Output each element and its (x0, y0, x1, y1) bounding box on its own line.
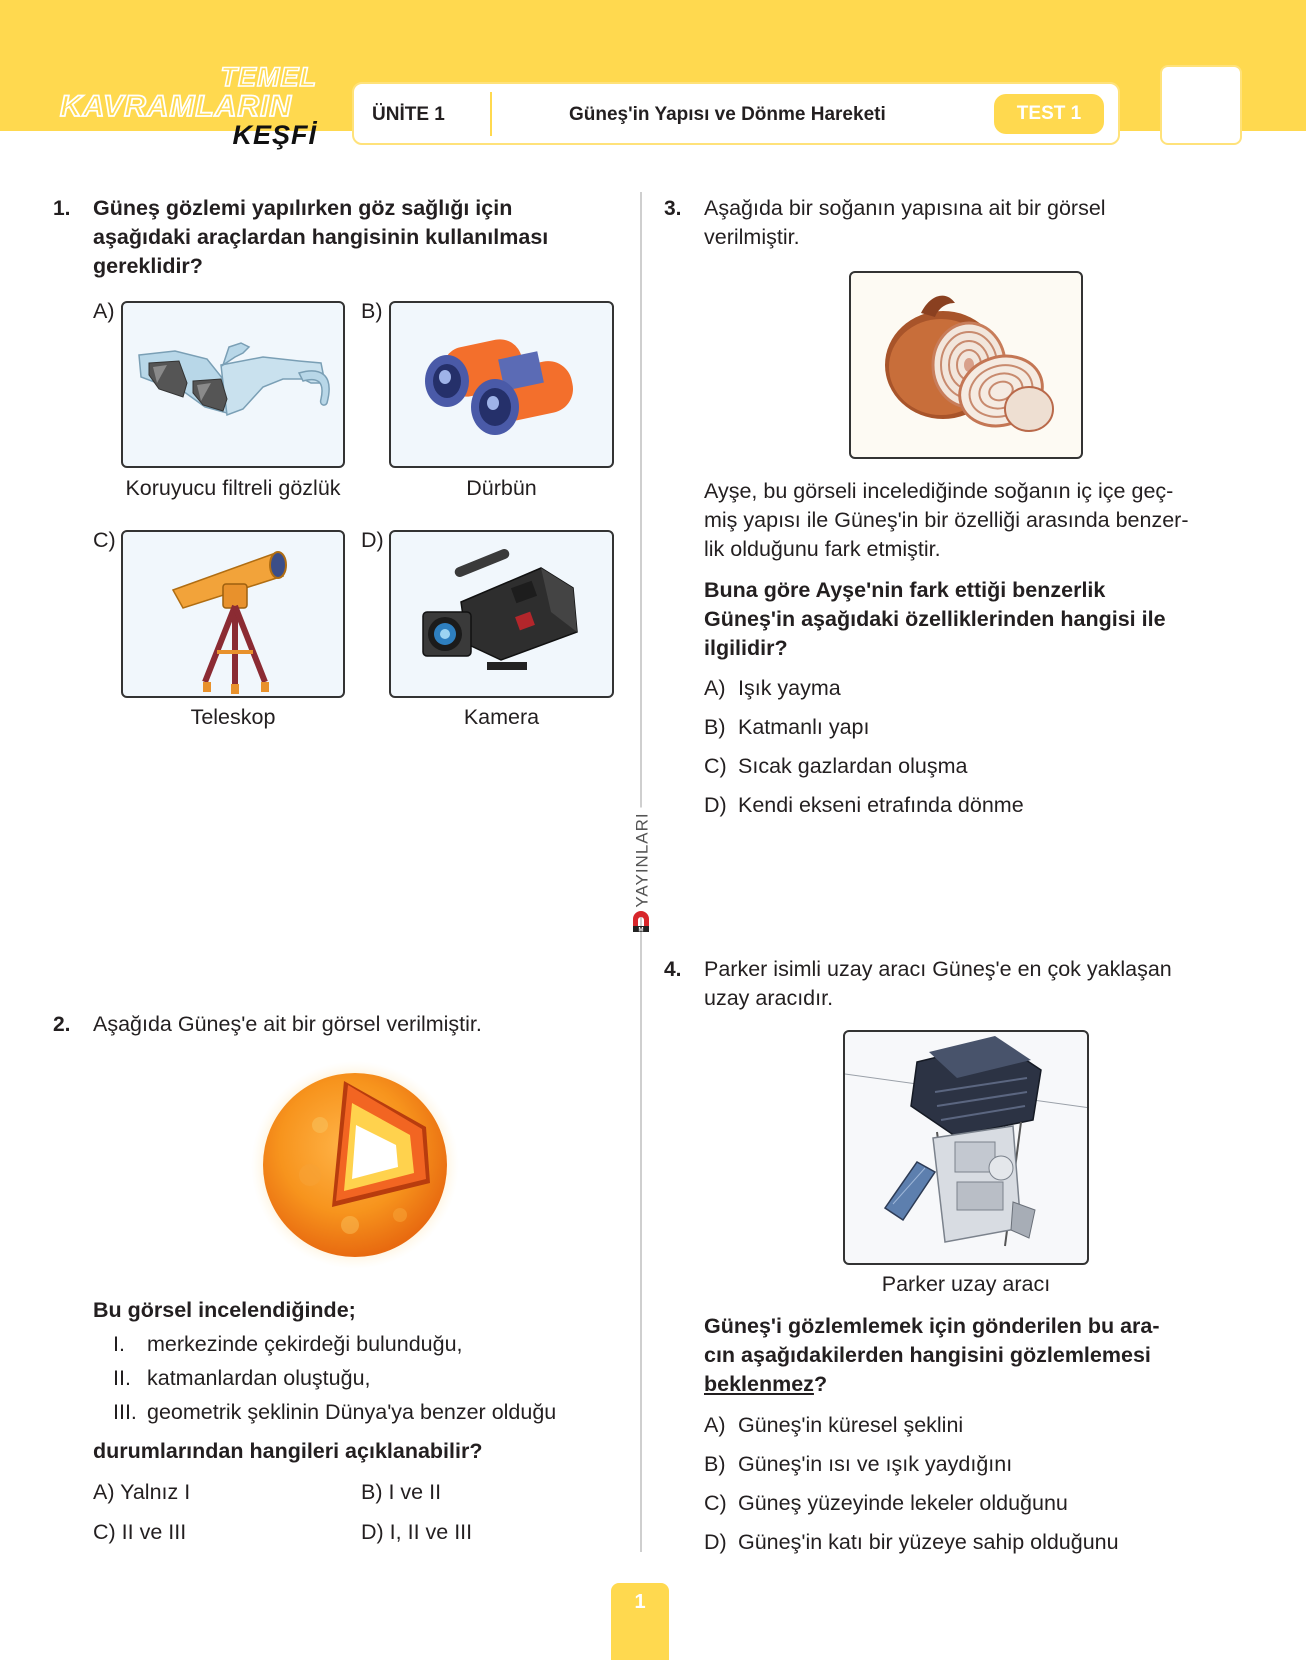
option-text: II ve III (121, 1520, 187, 1544)
q4-number: 4. (664, 958, 682, 981)
q4-option-c[interactable] (704, 1491, 1068, 1516)
option-text: Kendi ekseni etrafında dönme (738, 793, 1024, 817)
q3-intro (704, 194, 1264, 252)
q1-stem-line: Güneş gözlemi yapılırken göz sağlığı için (93, 196, 513, 220)
q1-option-a-caption: Koruyucu filtreli gözlük (125, 476, 341, 500)
option-letter: A) (93, 1480, 115, 1504)
option-text: Sıcak gazlardan oluşma (738, 754, 968, 778)
publisher-mark (628, 810, 656, 940)
q3-option-a[interactable] (704, 676, 841, 701)
unit-label: ÜNİTE 1 (372, 104, 445, 125)
q1-option-c-caption: Teleskop (190, 705, 276, 729)
q3-question-line: Buna göre Ayşe'nin fark ettiği benzerlik (704, 578, 1106, 602)
option-text: I, II ve III (389, 1520, 473, 1544)
q3-paragraph-line: miş yapısı ile Güneş'in bir özelliği arasında benzer- (704, 508, 1189, 532)
q4-intro (704, 955, 1264, 1013)
q2-statement-num: I. (113, 1332, 125, 1356)
q3-option-c[interactable] (704, 754, 967, 779)
video-camera-icon (391, 532, 614, 698)
q1-option-a-letter[interactable]: A) (93, 299, 115, 323)
q3-question (704, 576, 1264, 663)
option-letter: D) (704, 793, 727, 817)
solar-glasses-icon (123, 303, 345, 468)
sun-cross-section-image (250, 1055, 460, 1275)
q3-option-d[interactable] (704, 793, 1024, 818)
q1-stem-line: aşağıdaki araçlardan hangisinin kullanılması (93, 225, 549, 249)
q4-option-a[interactable] (704, 1413, 963, 1438)
q1-option-a-image[interactable] (121, 301, 345, 468)
telescope-icon (123, 532, 345, 698)
q3-question-line: Güneş'in aşağıdaki özelliklerinden hangisi ile (704, 607, 1166, 631)
q3-intro-line: Aşağıda bir soğanın yapısına ait bir görsel (704, 196, 1106, 220)
q3-number: 3. (664, 197, 682, 220)
q4-intro-line: Parker isimli uzay aracı Güneş'e en çok yaklaşan (704, 957, 1172, 981)
test-badge: TEST 1 (994, 94, 1104, 134)
q4-option-b[interactable] (704, 1452, 1012, 1477)
q2-number: 2. (53, 1013, 71, 1036)
page-number: 1 (611, 1583, 669, 1660)
series-logo (60, 62, 325, 152)
option-text: Katmanlı yapı (738, 715, 870, 739)
option-text: I ve II (388, 1480, 442, 1504)
q2-question: durumlarından hangileri açıklanabilir? (93, 1439, 483, 1463)
q1-option-c-letter[interactable]: C) (93, 528, 116, 552)
option-text: Güneş yüzeyinde lekeler olduğunu (738, 1491, 1068, 1515)
q4-option-d[interactable] (704, 1530, 1119, 1555)
q3-paragraph (704, 477, 1264, 564)
q1-stem (93, 194, 613, 281)
option-letter: B) (361, 1480, 383, 1504)
option-text: Güneş'in katı bir yüzeye sahip olduğunu (738, 1530, 1119, 1554)
q1-option-b-image[interactable] (389, 301, 614, 468)
q3-question-line: ilgilidir? (704, 636, 788, 660)
binoculars-icon (391, 303, 614, 468)
q2-intro: Aşağıda Güneş'e ait bir görsel verilmiştir. (93, 1012, 482, 1036)
q4-question-line: cın aşağıdakilerden hangisini gözlemlemesi (704, 1343, 1151, 1367)
q2-option-b[interactable] (361, 1480, 441, 1505)
q4-question-mark: ? (813, 1372, 828, 1396)
q1-option-d-caption: Kamera (463, 705, 540, 729)
q2-option-a[interactable] (93, 1480, 190, 1505)
q1-option-b-caption: Dürbün (466, 476, 537, 500)
q2-statement-num: II. (113, 1366, 131, 1390)
logo-line-2: KAVRAMLARIN (60, 90, 293, 123)
q1-option-d-image[interactable] (389, 530, 614, 698)
q2-option-d[interactable] (361, 1520, 472, 1545)
parker-probe-illustration (845, 1032, 1089, 1265)
option-text: Güneş'in küresel şeklini (738, 1413, 964, 1437)
q2-statement-text: merkezinde çekirdeği bulunduğu, (147, 1332, 463, 1356)
q4-intro-line: uzay aracıdır. (704, 986, 834, 1010)
q2-statement-text: katmanlardan oluştuğu, (147, 1366, 371, 1390)
option-letter: C) (93, 1520, 116, 1544)
onion-image (849, 271, 1083, 459)
q4-question-line: Güneş'i gözlemlemek için gönderilen bu ara- (704, 1314, 1160, 1338)
onion-illustration (851, 273, 1083, 459)
q2-statement (113, 1330, 633, 1359)
option-text: Güneş'in ısı ve ışık yaydığını (738, 1452, 1013, 1476)
option-letter: B) (704, 715, 726, 739)
q2-statement (113, 1398, 633, 1427)
q1-stem-line: gereklidir? (93, 254, 203, 278)
q3-paragraph-line: lik olduğunu fark etmiştir. (704, 537, 941, 561)
option-letter: D) (361, 1520, 384, 1544)
publisher-text: YAYINLARI (633, 808, 653, 913)
publisher-logo-icon (630, 907, 652, 933)
q4-image-caption: Parker uzay aracı (881, 1272, 1051, 1296)
q4-question-line-last (704, 1370, 1264, 1399)
parker-probe-image (843, 1030, 1089, 1265)
logo-line-1: TEMEL (220, 62, 317, 92)
q3-option-b[interactable] (704, 715, 869, 740)
q2-option-c[interactable] (93, 1520, 186, 1545)
option-text: Işık yayma (738, 676, 841, 700)
option-letter: A) (704, 1413, 726, 1437)
header-info-box (352, 82, 1120, 145)
q3-paragraph-line: Ayşe, bu görseli incelediğinde soğanın iç içe geç- (704, 479, 1174, 503)
q2-statement-text: geometrik şeklinin Dünya'ya benzer olduğu (147, 1400, 557, 1424)
option-letter: C) (704, 1491, 727, 1515)
option-letter: D) (704, 1530, 727, 1554)
header-divider (490, 92, 492, 136)
svg-text:M: M (638, 927, 644, 933)
q2-statement-list (113, 1330, 633, 1427)
q1-option-d-letter[interactable]: D) (361, 528, 384, 552)
q2-statement-num: III. (113, 1400, 137, 1424)
option-letter: B) (704, 1452, 726, 1476)
option-text: Yalnız I (120, 1480, 191, 1504)
q4-negation-word: beklenmez (704, 1372, 814, 1396)
q2-statement (113, 1364, 633, 1393)
corner-box (1160, 65, 1242, 145)
q1-option-c-image[interactable] (121, 530, 345, 698)
q1-number: 1. (53, 197, 71, 220)
q1-option-b-letter[interactable]: B) (361, 299, 383, 323)
logo-line-3: KEŞFİ (232, 120, 317, 150)
q3-intro-line: verilmiştir. (704, 225, 800, 249)
topic-title: Güneş'in Yapısı ve Dönme Hareketi (569, 104, 886, 125)
option-letter: C) (704, 754, 727, 778)
q4-question (704, 1312, 1264, 1399)
q2-lead: Bu görsel incelendiğinde; (93, 1298, 356, 1322)
option-letter: A) (704, 676, 726, 700)
